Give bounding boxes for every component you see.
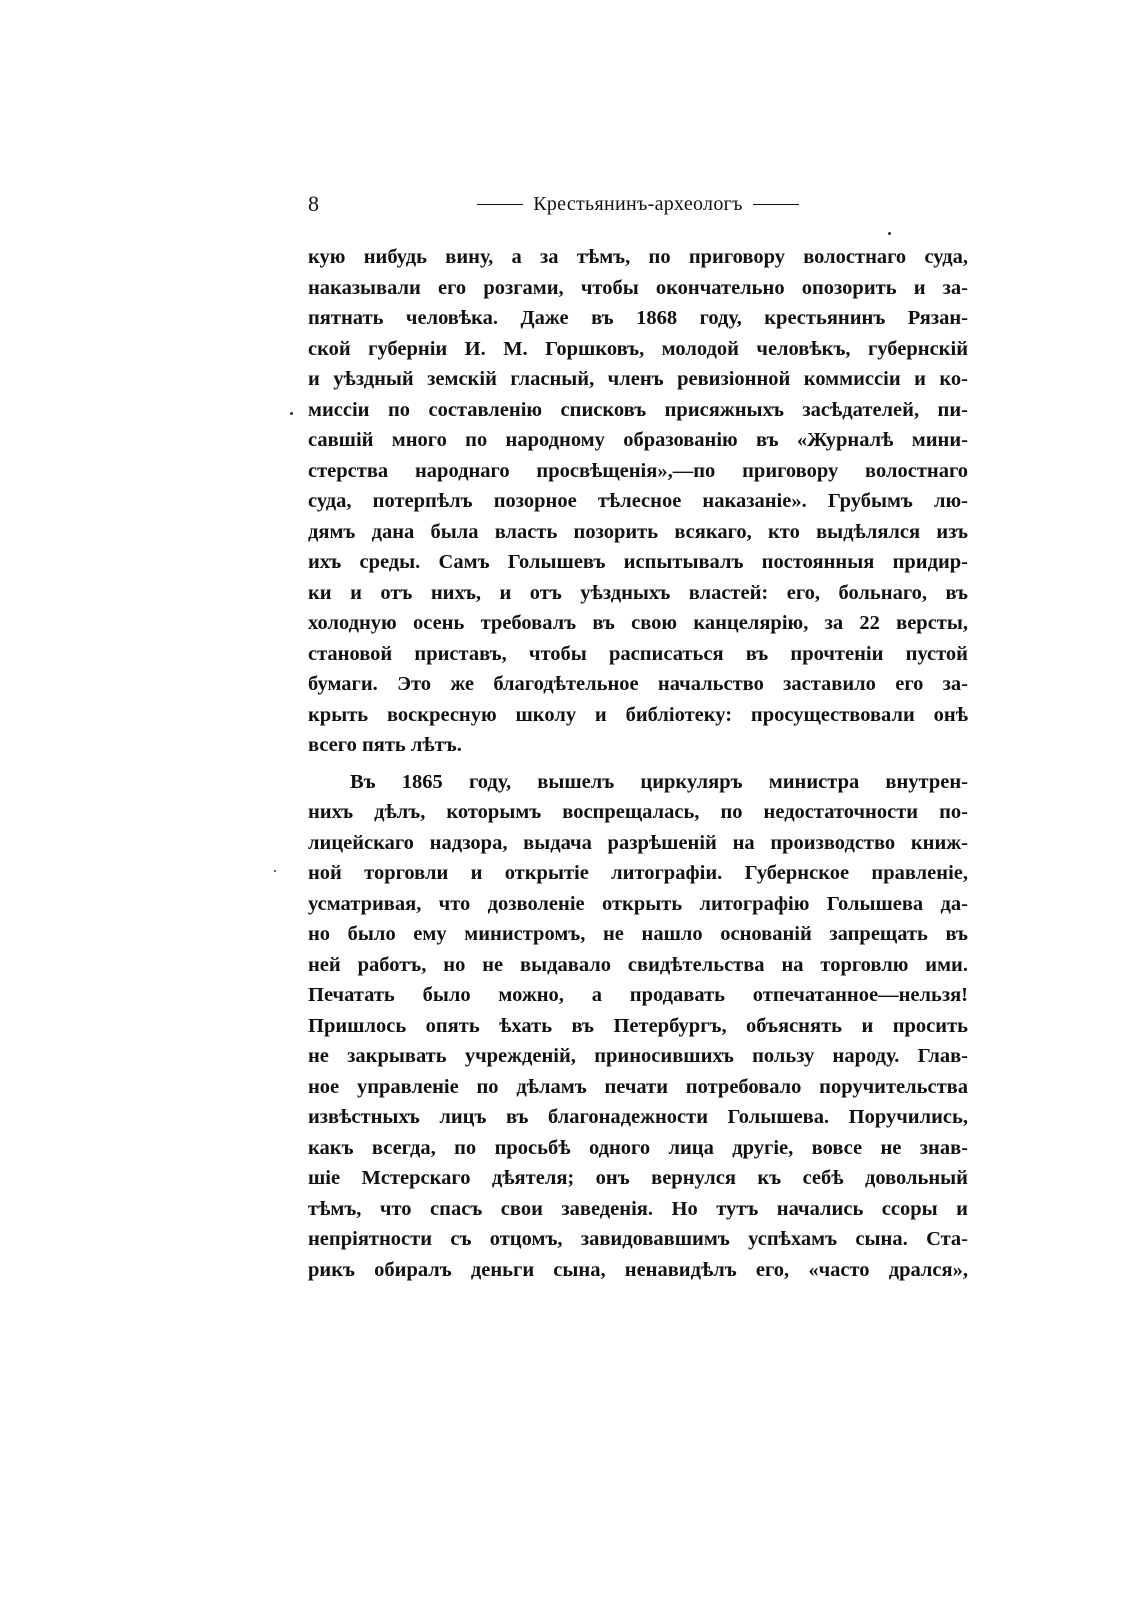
text-line: Въ 1865 году, вышелъ циркуляръ министра внутрен- [350,770,968,793]
text-line: и уѣздный земскій гласный, членъ ревизіонной коммиссіи и ко- [308,368,968,390]
running-head [308,186,968,222]
paragraph-1 [308,242,968,761]
text-line: кую нибудь вину, а за тѣмъ, по приговору волостнаго суда, [308,246,968,268]
text-line: холодную осень требовалъ въ свою канцелярію, за 22 версты, [308,612,968,634]
text-line: какъ всегда, по просьбѣ одного лица другіе, вовсе не знав- [308,1136,968,1159]
text-line: шіе Мстерскаго дѣятеля; онъ вернулся къ себѣ довольный [308,1167,968,1189]
text-line: ней работъ, но не выдавало свидѣтельства на торговлю ими. [308,953,968,976]
text-line: лицейскаго надзора, выдача разрѣшеній на производство книж- [308,831,968,854]
print-speck [274,870,276,872]
text-line: суда, потерпѣлъ позорное тѣлесное наказаніе». Грубымъ лю- [308,490,968,512]
body-text [308,242,968,1285]
text-line: не закрывать учрежденій, приносившихъ пользу народу. Глав- [308,1045,968,1067]
text-line: Печатать было можно, а продавать отпечатанное—нельзя! [308,984,968,1006]
text-line: непріятности съ отцомъ, завидовавшимъ успѣхамъ сына. Ста- [308,1228,968,1250]
text-line: становой приставъ, чтобы расписаться въ прочтеніи пустой [308,642,968,665]
text-line: нихъ дѣлъ, которымъ воспрещалась, по недостаточности по- [308,801,968,823]
page-number: 8 [308,191,319,216]
text-line: тѣмъ, что спасъ свои заведенія. Но тутъ начались ссоры и [308,1197,968,1220]
text-line: миссіи по составленію списковъ присяжныхъ засѣдателей, пи- [308,398,968,421]
text-line: но было ему министромъ, не нашло основаній запрещать въ [308,923,968,945]
running-title-text: Крестьянинъ-археологъ [533,192,743,215]
text-line: усматривая, что дозволеніе открыть литографію Голышева да- [308,892,968,915]
running-title [458,186,818,222]
text-line: всего пять лѣтъ. [308,734,462,756]
text-line: Пришлось опять ѣхать въ Петербургъ, объяснять и просить [308,1014,968,1037]
text-line: рикъ обиралъ деньги сына, ненавидѣлъ его, «часто дрался», [308,1258,968,1281]
print-speck [290,412,293,415]
right-rule [753,204,799,205]
paragraph-2 [308,767,968,1286]
text-line: ной торговли и открытіе литографіи. Губернское правленіе, [308,862,968,884]
text-line: извѣстныхъ лицъ въ благонадежности Голышева. Поручились, [308,1106,968,1128]
text-line: пятнать человѣка. Даже въ 1868 году, крестьянинъ Рязан- [308,307,968,329]
text-line: ихъ среды. Самъ Голышевъ испытывалъ постоянныя придир- [308,551,968,573]
text-line: бумаги. Это же благодѣтельное начальство заставило его за- [308,673,968,695]
text-line: ской губерніи И. М. Горшковъ, молодой человѣкъ, губернскій [308,337,968,360]
text-line: наказывали его розгами, чтобы окончательно опозорить и за- [308,276,968,299]
text-line: савшій много по народному образованію въ «Журналѣ мини- [308,429,968,451]
text-line: крыть воскресную школу и библіотеку: просуществовали онѣ [308,703,968,726]
text-line: ки и отъ нихъ, и отъ уѣздныхъ властей: его, больнаго, въ [308,581,968,604]
left-rule [477,204,523,205]
text-line: стерства народнаго просвѣщенія»,—по приговору волостнаго [308,459,968,482]
text-line: ное управленіе по дѣламъ печати потребовало поручительства [308,1075,968,1098]
print-speck [888,232,891,235]
text-line: дямъ дана была власть позорить всякаго, кто выдѣлялся изъ [308,520,968,543]
